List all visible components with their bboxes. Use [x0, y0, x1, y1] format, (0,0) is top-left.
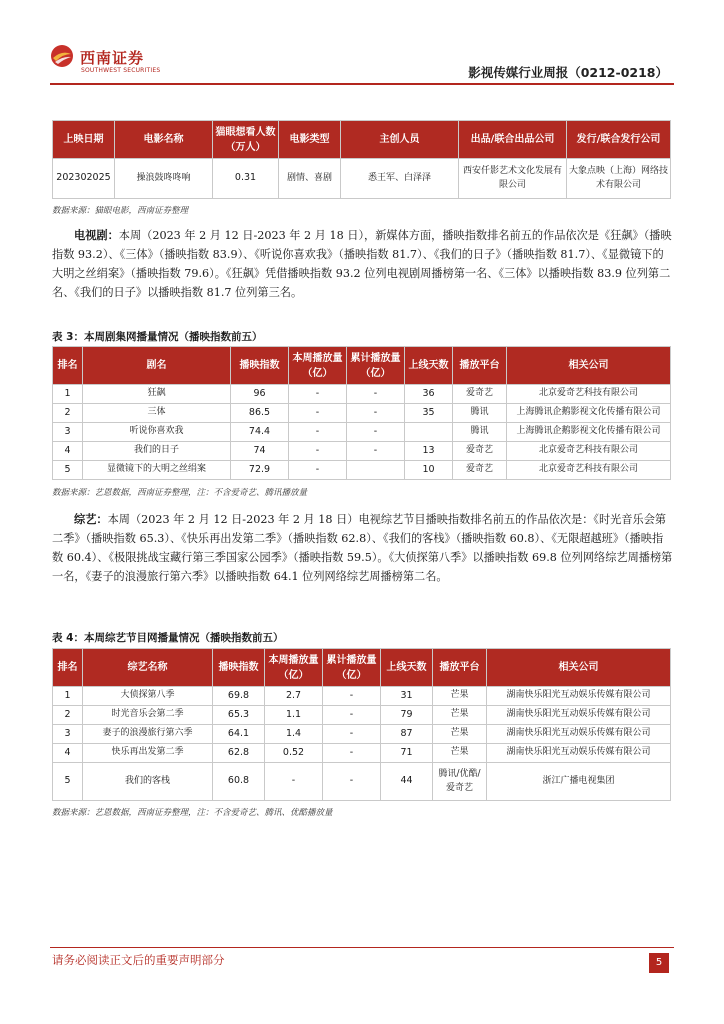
disclaimer-note: 请务必阅读正文后的重要声明部分 — [52, 953, 225, 967]
table-cell: 时光音乐会第二季 — [83, 706, 213, 725]
table-caption: 表 3：本周剧集网播量情况（播映指数前五） — [52, 331, 263, 343]
table-cell: 69.8 — [213, 687, 265, 706]
table-header-row — [53, 121, 671, 159]
table-cell: 86.5 — [231, 404, 289, 423]
table-cell: 44 — [381, 763, 433, 801]
column-header: 相关公司 — [487, 649, 671, 687]
column-header: 上线天数 — [405, 347, 453, 385]
paragraph-text: 本周（2023 年 2 月 12 日-2023 年 2 月 18 日），新媒体方面，播映指数排名前五的作品依次是《狂飙》（播映指数 93.2）、《三体》（播映指数 83.9）、《听说你喜欢我》（播映指数 81.7）、《我们的日子》（播映指数 81.7）、《显微镜下的大明之丝绢案》（播映指数 79.6）。《狂飙》凭借播映指数 93.2 位列电视剧周播榜第一名、《三体》以播映指数 83.9 位列第二名、《我们的日子》以播映指数 81.7 位列第三名。 — [52, 229, 672, 299]
column-header: 本周播放量（亿） — [265, 649, 323, 687]
table-cell: 5 — [53, 763, 83, 801]
table-row — [53, 763, 671, 801]
table-cell: 北京爱奇艺科技有限公司 — [507, 442, 671, 461]
column-header: 播映指数 — [231, 347, 289, 385]
table-cell: 64.1 — [213, 725, 265, 744]
table-header-row — [53, 649, 671, 687]
table-cell: 36 — [405, 385, 453, 404]
paragraph-lead: 综艺： — [74, 512, 108, 526]
table-cell: - — [323, 744, 381, 763]
table-cell: 芒果 — [433, 687, 487, 706]
table-cell: - — [289, 442, 347, 461]
table-cell: 4 — [53, 744, 83, 763]
column-header: 猫眼想看人数（万人） — [213, 121, 279, 159]
table-cell: 我们的客栈 — [83, 763, 213, 801]
table-cell: 我们的日子 — [83, 442, 231, 461]
table-cell: 大象点映（上海）网络技术有限公司 — [567, 159, 671, 199]
table-cell: 湖南快乐阳光互动娱乐传媒有限公司 — [487, 687, 671, 706]
header-divider — [50, 83, 674, 85]
table-cell: 74.4 — [231, 423, 289, 442]
table-cell: 1.1 — [265, 706, 323, 725]
variety-table — [52, 648, 671, 801]
table-cell: 西安仟影艺术文化发展有限公司 — [459, 159, 567, 199]
table-row — [53, 159, 671, 199]
page-number: 5 — [649, 953, 669, 973]
table-cell: 71 — [381, 744, 433, 763]
table-cell: 爱奇艺 — [453, 461, 507, 480]
table-cell: - — [289, 385, 347, 404]
table-caption: 表 4：本周综艺节目网播量情况（播映指数前五） — [52, 632, 284, 644]
table-cell: 4 — [53, 442, 83, 461]
table-cell — [405, 423, 453, 442]
table-cell: 1.4 — [265, 725, 323, 744]
table-cell: 1 — [53, 687, 83, 706]
table-cell: - — [347, 404, 405, 423]
table-cell: 2.7 — [265, 687, 323, 706]
table-cell: 三体 — [83, 404, 231, 423]
table-cell: 上海腾讯企鹅影视文化传播有限公司 — [507, 404, 671, 423]
table-cell: - — [323, 725, 381, 744]
footer-divider — [50, 947, 674, 948]
table-cell: - — [323, 706, 381, 725]
table-cell: - — [323, 687, 381, 706]
paragraph-lead: 电视剧： — [74, 228, 119, 242]
table-cell: 湖南快乐阳光互动娱乐传媒有限公司 — [487, 706, 671, 725]
table-cell: 60.8 — [213, 763, 265, 801]
table-cell: 202302025 — [53, 159, 115, 199]
tv-paragraph — [52, 226, 674, 303]
table-cell: 2 — [53, 404, 83, 423]
table-cell: 35 — [405, 404, 453, 423]
page-header — [0, 0, 724, 86]
table-cell: 0.52 — [265, 744, 323, 763]
table-row — [53, 385, 671, 404]
column-header: 播映指数 — [213, 649, 265, 687]
table-source-note: 数据来源：艺恩数据，西南证券整理，注：不含爱奇艺、腾讯播放量 — [52, 488, 308, 498]
table-source-note: 数据来源：艺恩数据，西南证券整理，注：不含爱奇艺、腾讯、优酷播放量 — [52, 808, 333, 818]
table-row — [53, 725, 671, 744]
column-header: 播放平台 — [433, 649, 487, 687]
table-cell: 爱奇艺 — [453, 385, 507, 404]
table-cell: 74 — [231, 442, 289, 461]
table-cell: 快乐再出发第二季 — [83, 744, 213, 763]
column-header: 排名 — [53, 347, 83, 385]
table-cell: 北京爱奇艺科技有限公司 — [507, 461, 671, 480]
column-header: 累计播放量（亿） — [323, 649, 381, 687]
table-source-note: 数据来源：猫眼电影，西南证券整理 — [52, 206, 189, 216]
table-row — [53, 423, 671, 442]
table-header-row — [53, 347, 671, 385]
column-header: 电影类型 — [279, 121, 341, 159]
table-cell: 妻子的浪漫旅行第六季 — [83, 725, 213, 744]
column-header: 主创人员 — [341, 121, 459, 159]
table-cell: 北京爱奇艺科技有限公司 — [507, 385, 671, 404]
movie-table — [52, 120, 671, 199]
table-cell: - — [347, 442, 405, 461]
table-cell: 剧情、喜剧 — [279, 159, 341, 199]
column-header: 本周播放量（亿） — [289, 347, 347, 385]
table-cell: - — [347, 385, 405, 404]
company-logo-icon — [50, 44, 74, 68]
table-cell: 听说你喜欢我 — [83, 423, 231, 442]
table-cell: - — [323, 763, 381, 801]
table-cell: 72.9 — [231, 461, 289, 480]
column-header: 累计播放量（亿） — [347, 347, 405, 385]
variety-paragraph — [52, 510, 674, 587]
table-cell: 腾讯/优酷/爱奇艺 — [433, 763, 487, 801]
table-cell: 0.31 — [213, 159, 279, 199]
table-cell: 上海腾讯企鹅影视文化传播有限公司 — [507, 423, 671, 442]
table-cell: 湖南快乐阳光互动娱乐传媒有限公司 — [487, 725, 671, 744]
table-cell: 13 — [405, 442, 453, 461]
company-name: 西南证券 — [80, 49, 145, 67]
table-cell: 大侦探第八季 — [83, 687, 213, 706]
table-cell: 芒果 — [433, 725, 487, 744]
column-header: 综艺名称 — [83, 649, 213, 687]
table-cell: 浙江广播电视集团 — [487, 763, 671, 801]
table-cell: 悉王军、白泽泽 — [341, 159, 459, 199]
table-cell: 5 — [53, 461, 83, 480]
table-cell: 79 — [381, 706, 433, 725]
column-header: 上映日期 — [53, 121, 115, 159]
column-header: 播放平台 — [453, 347, 507, 385]
table-cell: - — [289, 461, 347, 480]
column-header: 发行/联合发行公司 — [567, 121, 671, 159]
table-cell: - — [265, 763, 323, 801]
column-header: 电影名称 — [115, 121, 213, 159]
paragraph-text: 本周（2023 年 2 月 12 日-2023 年 2 月 18 日）电视综艺节目播映指数排名前五的作品依次是：《时光音乐会第二季》（播映指数 65.3）、《快乐再出发第二季》（播映指数 62.8）、《我们的客栈》（播映指数 60.8）、《无限超越班》（播映指数 60.4）、《极限挑战宝藏行第三季国家公园季》（播映指数 59.5）。《大侦探第八季》以播映指数 69.8 位列网络综艺周播榜第一名，《妻子的浪漫旅行第六季》以播映指数 64.1 位列网络综艺周播榜第二名。 — [52, 513, 673, 583]
table-cell: 腾讯 — [453, 423, 507, 442]
table-cell: 显微镜下的大明之丝绢案 — [83, 461, 231, 480]
table-cell: - — [347, 423, 405, 442]
column-header: 上线天数 — [381, 649, 433, 687]
drama-table — [52, 346, 671, 480]
column-header: 出品/联合出品公司 — [459, 121, 567, 159]
column-header: 剧名 — [83, 347, 231, 385]
table-row — [53, 744, 671, 763]
table-row — [53, 404, 671, 423]
table-row — [53, 687, 671, 706]
table-cell: 爱奇艺 — [453, 442, 507, 461]
report-title: 影视传媒行业周报（0212-0218） — [468, 65, 668, 80]
company-name-en: SOUTHWEST SECURITIES — [81, 67, 161, 74]
table-cell — [347, 461, 405, 480]
table-cell: 65.3 — [213, 706, 265, 725]
table-cell: 狂飙 — [83, 385, 231, 404]
column-header: 相关公司 — [507, 347, 671, 385]
table-cell: 62.8 — [213, 744, 265, 763]
table-cell: 10 — [405, 461, 453, 480]
table-cell: 3 — [53, 725, 83, 744]
table-cell: 芒果 — [433, 706, 487, 725]
table-cell: 湖南快乐阳光互动娱乐传媒有限公司 — [487, 744, 671, 763]
table-cell: 1 — [53, 385, 83, 404]
table-cell: - — [289, 404, 347, 423]
table-row — [53, 442, 671, 461]
column-header: 排名 — [53, 649, 83, 687]
table-cell: - — [289, 423, 347, 442]
table-row — [53, 461, 671, 480]
table-cell: 3 — [53, 423, 83, 442]
table-cell: 2 — [53, 706, 83, 725]
table-cell: 芒果 — [433, 744, 487, 763]
table-cell: 87 — [381, 725, 433, 744]
table-cell: 操浪鼓咚咚响 — [115, 159, 213, 199]
table-cell: 腾讯 — [453, 404, 507, 423]
table-cell: 31 — [381, 687, 433, 706]
table-cell: 96 — [231, 385, 289, 404]
table-row — [53, 706, 671, 725]
